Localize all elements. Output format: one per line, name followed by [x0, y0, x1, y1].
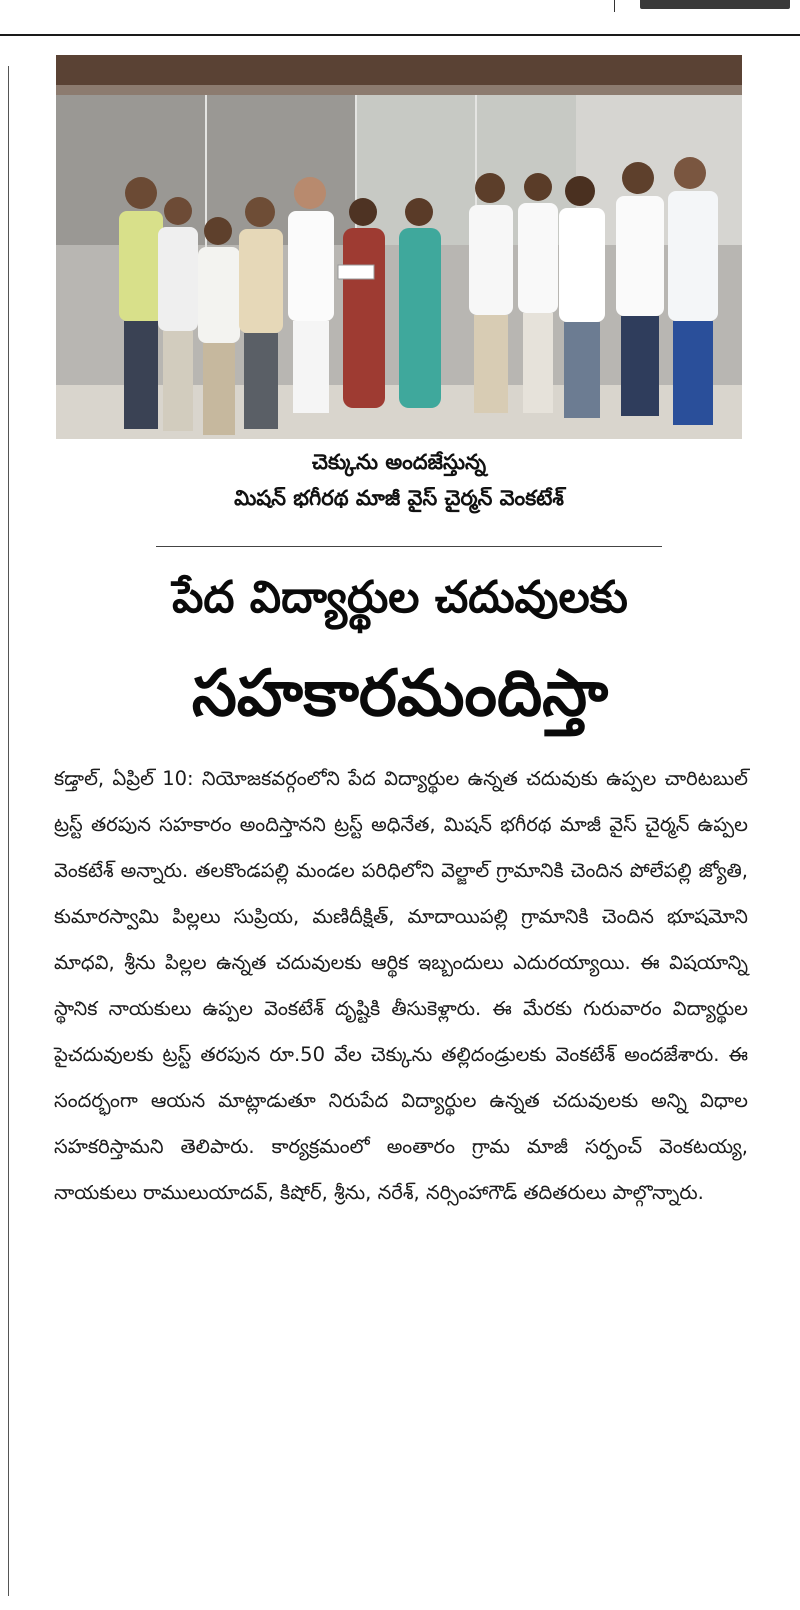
news-photo [56, 55, 742, 439]
article-body: కడ్తాల్, ఏప్రిల్ 10: నియోజకవర్గంలోని పేద విద్యార్థుల ఉన్నత చదువుకు ఉప్పల చారిటబుల్ ట్రస్ట్ తరపున సహకారం అందిస్తానని ట్రస్ట్ అధినేత, మిషన్ భగీరథ మాజీ వైస్ చైర్మన్ ఉప్పల వెంకటేశ్ అన్నారు. తలకొండపల్లి మండల పరిధిలోని వెల్జాల్ గ్రామానికి చెందిన పోలేపల్లి జ్యోతి, కుమారస్వామి పిల్లలు సుప్రియ, మణిదీక్షిత్, మాదాయిపల్లి గ్రామానికి చెందిన భూషమోని మాధవి, శ్రీను పిల్లల ఉన్నత చదువులకు ఆర్థిక ఇబ్బందులు ఎదురయ్యాయి. ఈ విషయాన్ని స్థానిక నాయకులు ఉప్పల వెంకటేశ్ దృష్టికి తీసుకెళ్లారు. ఈ మేరకు గురువారం విద్యార్థుల పైచదువులకు ట్రస్ట్ తరపున రూ.50 వేల చెక్కును తల్లిదండ్రులకు వెంకటేశ్ అందజేశారు. ఈ సందర్భంగా ఆయన మాట్లాడుతూ నిరుపేద విద్యార్థుల ఉన్నత చదువులకు అన్ని విధాల సహకరిస్తామని తెలిపారు. కార్యక్రమంలో అంతారం గ్రామ మాజీ సర్పంచ్ వెంకటయ్య, నాయకులు రాములుయాదవ్, కిషోర్, శ్రీను, నరేశ్, నర్సింహాగౌడ్ తదితరులు పాల్గొన్నారు. [54, 767, 748, 1204]
caption-line-1: చెక్కును అందజేస్తున్న [312, 450, 486, 474]
photo-ceiling [56, 55, 742, 85]
caption-divider [156, 546, 662, 547]
page-top-edge [0, 0, 800, 36]
group-photo-illustration [56, 55, 742, 439]
headline-line-1: పేద విద్యార్థుల చదువులకు [172, 572, 628, 623]
column-tick [614, 0, 615, 12]
column-rule [8, 66, 9, 1596]
cut-off-header-fragment [640, 0, 790, 9]
caption-line-2: మిషన్ భగీరథ మాజీ వైస్ చైర్మన్ వెంకటేశ్ [234, 486, 564, 510]
top-rule [0, 34, 800, 36]
headline-line-2: సహకారమందిస్తా [191, 657, 609, 731]
photo-caption [56, 444, 742, 516]
